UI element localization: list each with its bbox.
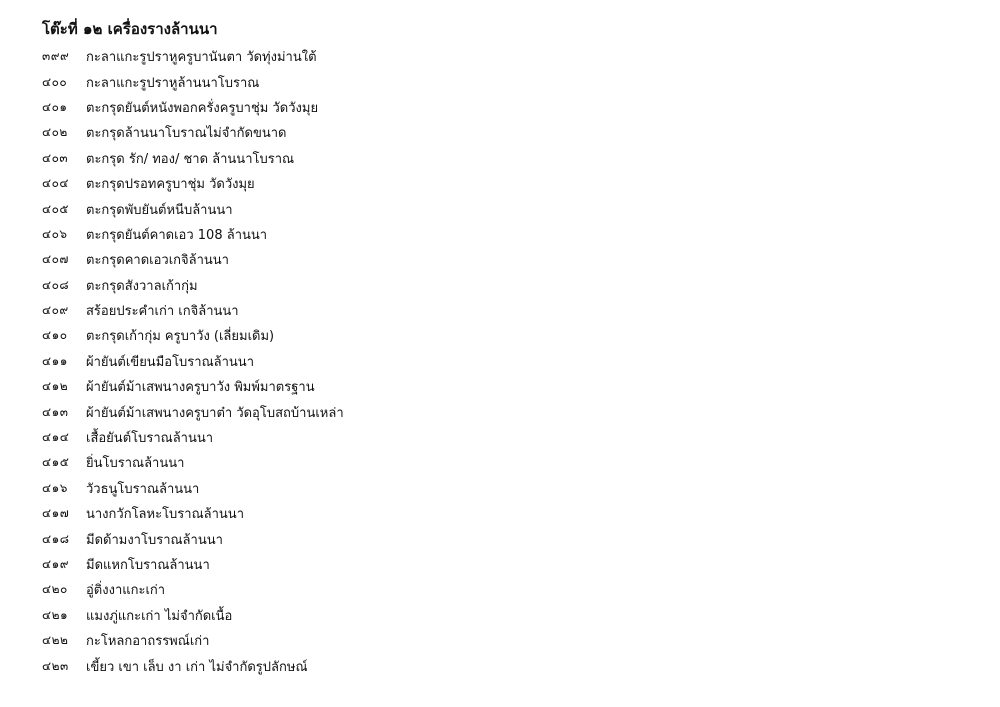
list-item [42, 374, 344, 399]
item-number: ๔๐๑ [42, 99, 68, 114]
item-number: ๔๑๑ [42, 353, 68, 368]
item-text: เขี้ยว เขา เล็บ งา เก่า ไม่จำกัดรูปลักษณ์ [86, 659, 308, 675]
item-number: ๔๐๔ [42, 176, 69, 191]
item-number: ๔๒๓ [42, 658, 69, 673]
item-number: ๔๑๐ [42, 328, 68, 343]
item-number: ๔๐๐ [42, 74, 68, 89]
item-text: ตะกรุดพับยันต์หนีบล้านนา [86, 202, 233, 218]
list-item [42, 247, 344, 272]
list-item [42, 552, 344, 577]
list-item [42, 146, 344, 171]
item-number: ๔๑๔ [42, 430, 70, 445]
item-text: ผ้ายันต์ม้าเสพนางครูบาวัง พิมพ์มาตรฐาน [86, 380, 315, 396]
item-number: ๔๐๙ [42, 303, 69, 318]
item-text: สร้อยประคำเก่า เกจิล้านนา [86, 304, 239, 320]
item-text: ตะกรุดยันต์คาดเอว 108 ล้านนา [86, 227, 268, 243]
item-text: ตะกรุดเก้ากุ่ม ครูบาวัง (เลี่ยมเดิม) [86, 329, 275, 345]
item-text: แมงภู่แกะเก่า ไม่จำกัดเนื้อ [86, 608, 233, 624]
list-item [42, 628, 344, 653]
item-number: ๔๐๘ [42, 277, 70, 292]
item-number: ๔๐๗ [42, 252, 69, 267]
list-item [42, 69, 344, 94]
item-text: กะลาแกะรูปราหูล้านนาโบราณ [86, 75, 260, 91]
list-item [42, 120, 344, 145]
item-number: ๔๑๙ [42, 557, 69, 571]
list-item [42, 298, 344, 323]
list-item [42, 196, 344, 221]
item-number: ๓๙๙ [42, 49, 70, 64]
list-item [42, 501, 344, 526]
list-item [42, 425, 344, 450]
item-text: กะลาแกะรูปราหูครูบานันตา วัดทุ่งม่านใต้ [86, 50, 317, 66]
item-number: ๔๑๖ [42, 480, 68, 495]
list-item [42, 577, 344, 602]
list-item [42, 603, 344, 628]
item-text: มีดด้ามงาโบราณล้านนา [86, 532, 223, 548]
list-item [42, 399, 344, 424]
item-text: ยิ่นโบราณล้านนา [86, 456, 185, 472]
item-text: เสื้อยันต์โบราณล้านนา [86, 431, 214, 447]
list-item [42, 476, 344, 501]
item-text: อู่ติ่งงาแกะเก่า [86, 583, 166, 599]
list-item [42, 323, 344, 348]
list-item [42, 450, 344, 475]
list-item [42, 171, 344, 196]
item-text: ตะกรุดสังวาลเก้ากุ่ม [86, 278, 198, 294]
list-item [42, 44, 344, 69]
list-item [42, 222, 344, 247]
list-item [42, 273, 344, 298]
list-item [42, 95, 344, 120]
item-text: นางกวักโลหะโบราณล้านนา [86, 507, 244, 523]
item-number: ๔๐๕ [42, 201, 69, 216]
item-text: วัวธนูโบราณล้านนา [86, 481, 200, 497]
list-item [42, 653, 344, 678]
item-number: ๔๒๒ [42, 633, 69, 648]
item-number: ๔๐๒ [42, 125, 68, 140]
item-number: ๔๑๓ [42, 404, 69, 419]
item-number: ๔๒๑ [42, 607, 69, 622]
item-text: กะโหลกอาถรรพณ์เก่า [86, 634, 210, 650]
item-text: มีดแหกโบราณล้านนา [86, 558, 210, 573]
item-number: ๔๑๕ [42, 455, 70, 470]
item-text: ตะกรุดยันต์หนังพอกครั่งครูบาชุ่ม วัดวังมุย [86, 100, 319, 116]
item-number: ๔๒๐ [42, 582, 68, 597]
item-text: ผ้ายันต์เขียนมือโบราณล้านนา [86, 354, 254, 370]
item-number: ๔๑๗ [42, 506, 70, 521]
item-number: ๔๑๒ [42, 379, 69, 394]
item-text: ตะกรุดปรอทครูบาชุ่ม วัดวังมุย [86, 177, 255, 193]
item-number: ๔๑๘ [42, 531, 70, 546]
page-title: โต๊ะที่ ๑๒ เครื่องรางล้านนา [42, 20, 218, 38]
list-item [42, 349, 344, 374]
item-number: ๔๐๓ [42, 150, 69, 165]
item-text: ตะกรุดล้านนาโบราณไม่จำกัดขนาด [86, 126, 287, 142]
item-number: ๔๐๖ [42, 226, 68, 241]
item-text: ตะกรุด รัก/ ทอง/ ชาด ล้านนาโบราณ [86, 151, 295, 167]
item-text: ตะกรุดคาดเอวเกจิล้านนา [86, 253, 229, 269]
item-text: ผ้ายันต์ม้าเสพนางครูบาต๋า วัดอุโบสถบ้านเหล่า [86, 405, 344, 421]
item-list [42, 44, 344, 679]
list-item [42, 526, 344, 551]
